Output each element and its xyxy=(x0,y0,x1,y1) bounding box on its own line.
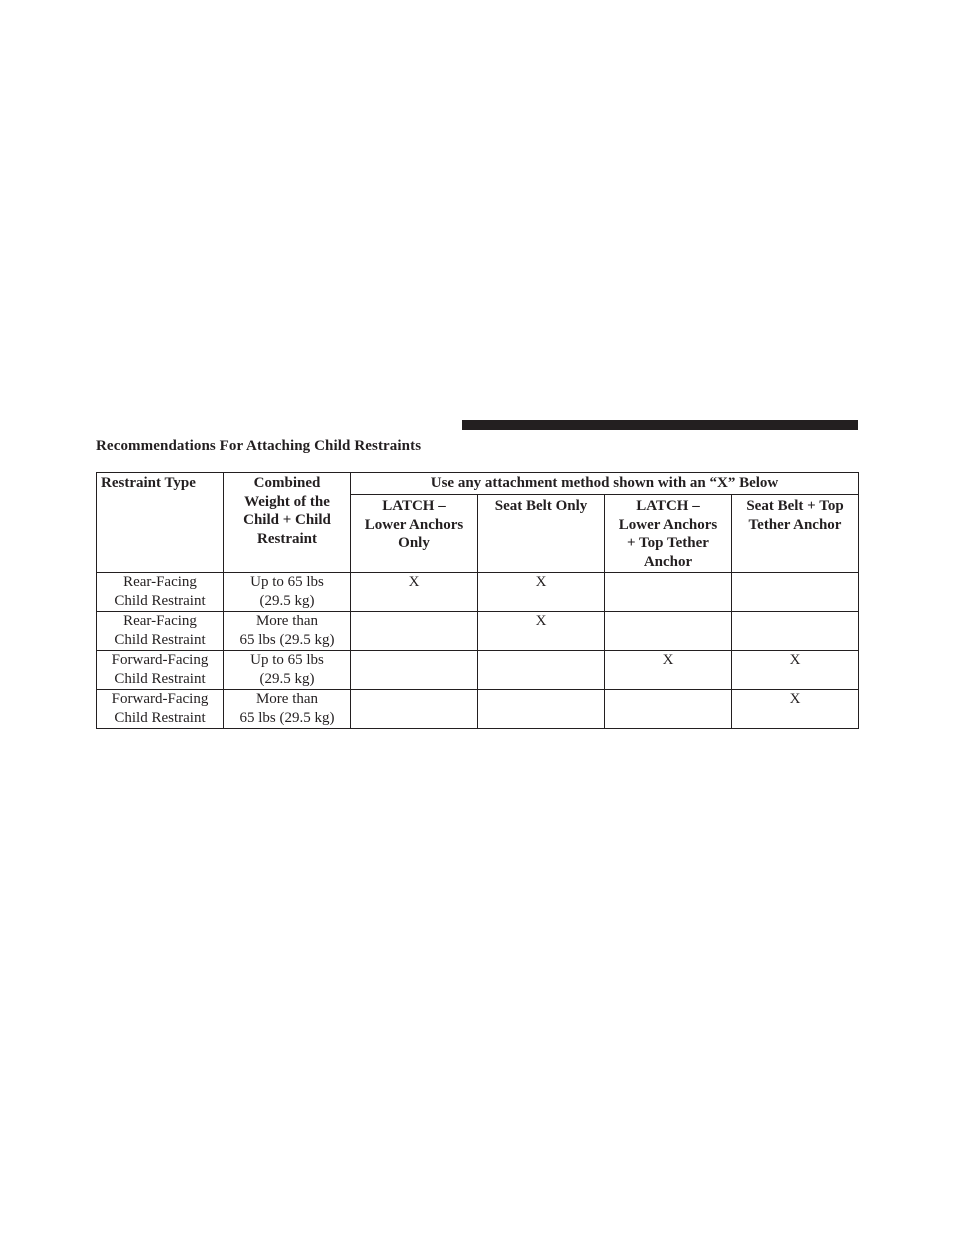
table-header-row xyxy=(97,473,859,495)
mark-cell xyxy=(351,690,478,729)
mark-cell: X xyxy=(732,690,859,729)
weight-cell: Up to 65 lbs (29.5 kg) xyxy=(224,651,351,690)
header-attachment-group: Use any attachment method shown with an “X” Below xyxy=(351,473,859,495)
header-latch-top-tether: LATCH – Lower Anchors + Top Tether Anchor xyxy=(605,495,732,573)
mark-cell: X xyxy=(605,651,732,690)
mark-cell xyxy=(351,651,478,690)
mark-cell xyxy=(478,690,605,729)
mark-cell xyxy=(732,573,859,612)
mark-cell xyxy=(478,651,605,690)
weight-cell: More than 65 lbs (29.5 kg) xyxy=(224,690,351,729)
mark-cell: X xyxy=(478,573,605,612)
mark-cell xyxy=(605,573,732,612)
mark-cell xyxy=(351,612,478,651)
restraint-type-cell: Rear-Facing Child Restraint xyxy=(97,612,224,651)
table-row xyxy=(97,651,859,690)
restraint-type-cell: Forward-Facing Child Restraint xyxy=(97,651,224,690)
restraint-type-cell: Rear-Facing Child Restraint xyxy=(97,573,224,612)
header-restraint-type: Restraint Type xyxy=(97,473,224,573)
child-restraint-table xyxy=(96,472,859,729)
section-header-bar xyxy=(462,420,858,430)
weight-cell: More than 65 lbs (29.5 kg) xyxy=(224,612,351,651)
mark-cell xyxy=(732,612,859,651)
header-seat-belt-top-tether: Seat Belt + Top Tether Anchor xyxy=(732,495,859,573)
table-row xyxy=(97,612,859,651)
table-row xyxy=(97,573,859,612)
header-latch-lower-anchors: LATCH – Lower Anchors Only xyxy=(351,495,478,573)
restraint-type-cell: Forward-Facing Child Restraint xyxy=(97,690,224,729)
table-row xyxy=(97,690,859,729)
weight-cell: Up to 65 lbs (29.5 kg) xyxy=(224,573,351,612)
mark-cell: X xyxy=(732,651,859,690)
mark-cell xyxy=(605,690,732,729)
mark-cell xyxy=(605,612,732,651)
header-seat-belt-only: Seat Belt Only xyxy=(478,495,605,573)
section-title: Recommendations For Attaching Child Restraints xyxy=(96,438,422,454)
mark-cell: X xyxy=(478,612,605,651)
mark-cell: X xyxy=(351,573,478,612)
header-combined-weight: Combined Weight of the Child + Child Restraint xyxy=(224,473,351,573)
